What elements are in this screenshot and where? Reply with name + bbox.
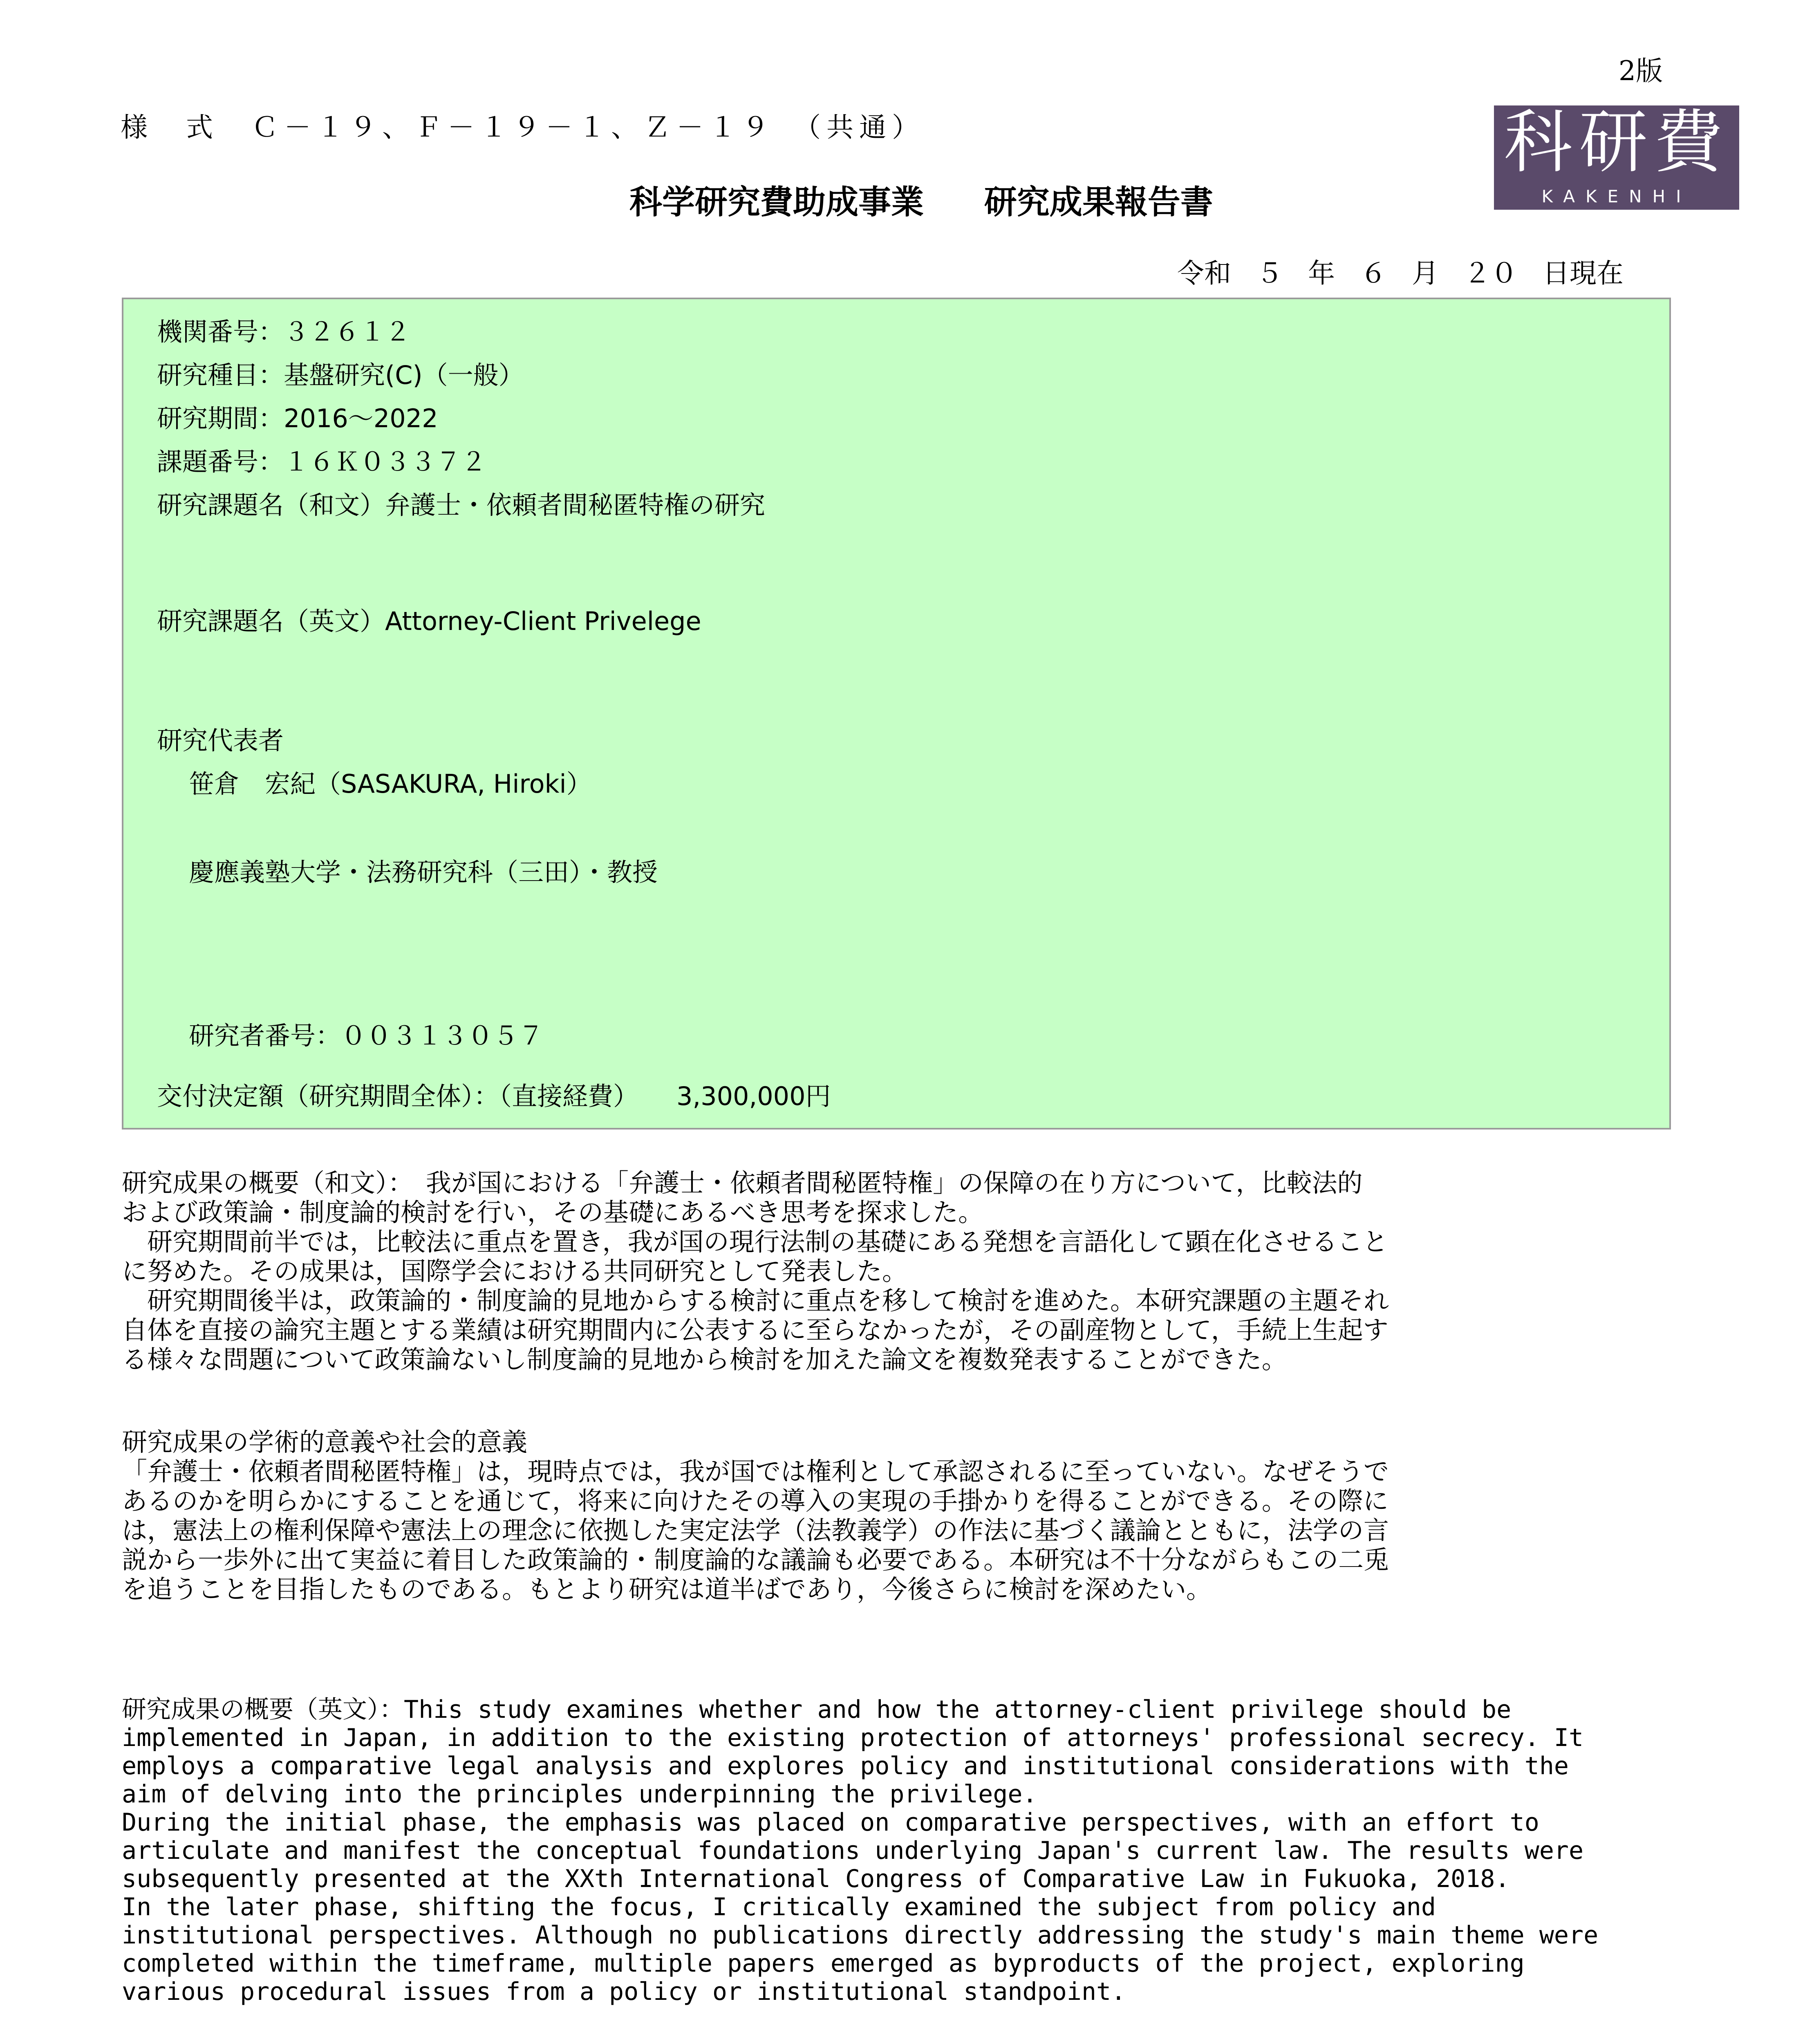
significance-line: を追うことを目指したものである。もとより研究は道半ばであり，今後さらに検討を深めたい。 — [122, 1574, 1212, 1604]
researcher-number: 研究者番号：００３１３０５７ — [189, 1021, 544, 1051]
summary-en-line: implemented in Japan, in addition to the existing protection of attorneys' professional secrecy. It — [122, 1724, 1584, 1752]
summary-ja-line: 研究成果の概要（和文）： 我が国における「弁護士・依頼者間秘匿特権」の保障の在り方について，比較法的 — [122, 1168, 1363, 1198]
summary-en-line: 研究成果の概要（英文）：This study examines whether and how the attorney-client privilege should be — [122, 1695, 1512, 1724]
summary-en-line: In the later phase, shifting the focus, I critically examined the subject from policy and — [122, 1893, 1436, 1921]
summary-ja-line: 研究期間前半では，比較法に重点を置き，我が国の現行法制の基礎にある発想を言語化して顕在化させること — [122, 1227, 1388, 1257]
summary-en-line: During the initial phase, the emphasis was placed on comparative perspectives, with an effort to — [122, 1808, 1539, 1837]
project-title-ja: 研究課題名（和文）弁護士・依頼者間秘匿特権の研究 — [157, 490, 766, 520]
page-title: 科学研究費助成事業 研究成果報告書 — [629, 183, 1213, 221]
report-date: 令和 ５ 年 ６ 月 ２０ 日現在 — [1177, 258, 1624, 289]
significance-line: 説から一歩外に出て実益に着目した政策論的・制度論的な議論も必要である。本研究は不十分ながらもこの二兎 — [122, 1545, 1389, 1575]
summary-en-line: subsequently presented at the XXth International Congress of Comparative Law in Fukuoka, 2018. — [122, 1865, 1510, 1893]
representative-label: 研究代表者 — [157, 726, 284, 755]
representative-name: 笹倉 宏紀（SASAKURA, Hiroki） — [189, 769, 592, 799]
summary-en-line: articulate and manifest the conceptual foundations underlying Japan's current law. The results were — [122, 1836, 1584, 1865]
project-title-en: 研究課題名（英文）Attorney-Client Privelege — [157, 606, 701, 636]
project-number: 課題番号：１６Ｋ０３３７２ — [157, 447, 487, 477]
summary-ja-line: 研究期間後半は，政策論的・制度論的見地からする検討に重点を移して検討を進めた。本研究課題の主題それ — [122, 1286, 1389, 1316]
research-period: 研究期間：2016～2022 — [157, 403, 438, 433]
significance-heading: 研究成果の学術的意義や社会的意義 — [122, 1427, 528, 1457]
significance-line: は，憲法上の権利保障や憲法上の理念に依拠した実定法学（法教義学）の作法に基づく議論とともに，法学の言 — [122, 1515, 1389, 1545]
summary-ja-line: 自体を直接の論究主題とする業績は研究期間内に公表するに至らなかったが，その副産物として，手続上生起す — [122, 1315, 1388, 1345]
summary-en-line: various procedural issues from a policy or institutional standpoint. — [122, 1977, 1126, 2006]
logo-text: 科研費 — [1504, 102, 1729, 182]
grant-amount: 交付決定額（研究期間全体）：（直接経費） 3,300,000円 — [157, 1081, 831, 1111]
version-label: 2版 — [1619, 55, 1663, 87]
summary-ja-line: に努めた。その成果は，国際学会における共同研究として発表した。 — [122, 1256, 908, 1286]
affiliation: 慶應義塾大学・法務研究科（三田）・教授 — [189, 857, 658, 887]
form-identifier: 様 式 Ｃ－１９、Ｆ－１９－１、Ｚ－１９ （共通） — [121, 112, 925, 143]
significance-line: 「弁護士・依頼者間秘匿特権」は，現時点では，我が国では権利として承認されるに至っていない。なぜそうで — [122, 1457, 1389, 1486]
institution-number: 機関番号：３２６１２ — [157, 317, 411, 347]
summary-en-line: completed within the timeframe, multiple papers emerged as byproducts of the project, exploring — [122, 1949, 1525, 1978]
summary-ja-line: る様々な問題について政策論ないし制度論的見地から検討を加えた論文を複数発表することができた。 — [122, 1345, 1287, 1374]
research-type: 研究種目：基盤研究(C)（一般） — [157, 360, 524, 390]
summary-en-line: employs a comparative legal analysis and explores policy and institutional considerations with the — [122, 1752, 1569, 1780]
logo-subtext: KAKENHI — [1541, 186, 1692, 206]
kakenhi-logo — [1494, 102, 1739, 210]
summary-en-line: aim of delving into the principles underpinning the privilege. — [122, 1780, 1037, 1809]
significance-line: あるのかを明らかにすることを通じて，将来に向けたその導入の実現の手掛かりを得ることができる。その際に — [122, 1486, 1388, 1516]
summary-ja-line: および政策論・制度論的検討を行い，その基礎にあるべき思考を探求した。 — [122, 1197, 984, 1227]
project-info-box — [122, 298, 1671, 1130]
summary-en-line: institutional perspectives. Although no publications directly addressing the study's main theme were — [122, 1921, 1599, 1950]
